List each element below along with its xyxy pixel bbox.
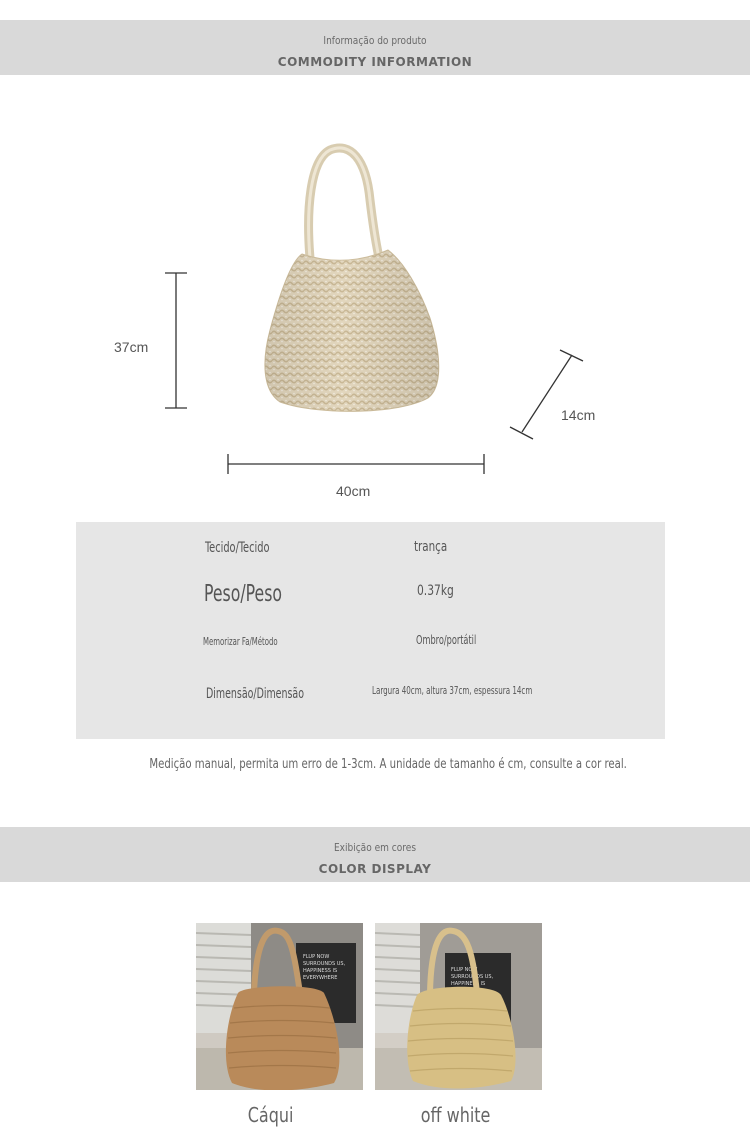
size-value: Largura 40cm, altura 37cm, espessura 14cm: [372, 684, 533, 697]
commodity-info-header: [0, 20, 750, 75]
weight-value: 0.37kg: [417, 583, 454, 599]
width-dimension-label: 40cm: [336, 483, 371, 499]
color-option-off-white-photo[interactable]: [375, 923, 542, 1090]
commodity-info-title: COMMODITY INFORMATION: [277, 55, 473, 69]
method-value: Ombro/portátil: [416, 633, 477, 647]
poster-text-line: FLUP NOW: [303, 954, 330, 960]
color-name-off-white: off white: [421, 1103, 491, 1127]
commodity-info-subtitle: Informação do produto: [323, 34, 427, 47]
product-spec-table: [76, 522, 665, 739]
height-dimension-label: 37cm: [114, 339, 149, 355]
color-name-khaki: Cáqui: [248, 1103, 294, 1127]
product-dimension-illustration: [0, 75, 750, 515]
poster-text-line: HAPPINESS IS: [451, 981, 486, 987]
measurement-note: Medição manual, permita um erro de 1-3cm. A unidade de tamanho é cm, consulte a cor real.: [149, 757, 627, 772]
color-option-khaki-photo[interactable]: [196, 923, 363, 1090]
depth-dimension-label: 14cm: [561, 407, 596, 423]
poster-text-line: EVERYWHERE: [303, 975, 338, 981]
poster-text-line: FLUP NOW: [451, 967, 478, 973]
color-display-subtitle: Exibição em cores: [333, 841, 417, 854]
weight-label: Peso/Peso: [204, 581, 283, 607]
poster-text-line: SURROUNDS US,: [303, 961, 346, 967]
method-label: Memorizar Fa/Método: [203, 635, 278, 648]
color-display-header: [0, 827, 750, 882]
poster-text-line: HAPPINESS IS: [303, 968, 338, 974]
fabric-value: trança: [414, 539, 448, 555]
poster-text-line: SURROUNDS US,: [451, 974, 494, 980]
fabric-label: Tecido/Tecido: [205, 540, 270, 556]
size-label: Dimensão/Dimensão: [206, 686, 304, 702]
color-display-title: COLOR DISPLAY: [318, 862, 432, 876]
